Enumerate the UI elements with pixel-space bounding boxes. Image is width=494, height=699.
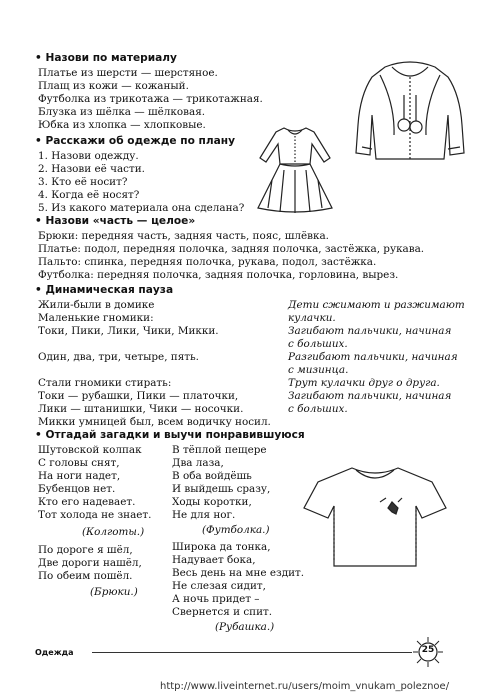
instruction-line: Загибают пальчики, начиная: [288, 325, 452, 337]
pause-line: Стали гномики стирать:: [38, 377, 172, 389]
riddle-line: И выйдешь сразу,: [172, 483, 271, 495]
instruction-line: с больших.: [288, 403, 348, 415]
pause-verse: [38, 299, 271, 429]
instruction-line: Дети сжимают и разжимают: [288, 299, 465, 311]
material-line: Юбка из хлопка — хлопковые.: [38, 119, 206, 131]
riddle-4-answer: (Рубашка.): [215, 621, 275, 633]
riddle-line: Шутовской колпак: [38, 444, 142, 456]
page-number: 25: [421, 645, 435, 655]
parts-list: [38, 230, 424, 282]
instruction-line: Разгибают пальчики, начиная: [288, 351, 458, 363]
material-line: Платье из шерсти — шерстяное.: [38, 67, 218, 79]
riddle-line: Две дороги нашёл,: [38, 557, 142, 569]
pause-line: Токи, Пики, Лики, Чики, Микки.: [38, 325, 219, 337]
material-line: Блузка из шёлка — шёлковая.: [38, 106, 206, 118]
riddle-line: С головы снят,: [38, 457, 120, 469]
dress-drawing: [250, 120, 340, 215]
section-title-parts: • Назови «часть — целое»: [35, 215, 196, 227]
section-title-material: • Назови по материалу: [35, 52, 177, 64]
tshirt-drawing: [300, 462, 450, 570]
riddle-line: В оба войдёшь: [172, 470, 252, 482]
coat-drawing: [350, 55, 470, 167]
plan-line: 3. Кто её носит?: [38, 176, 128, 188]
plan-line: 5. Из какого материала она сделана?: [38, 202, 245, 214]
plan-line: 4. Когда её носят?: [38, 189, 140, 201]
pause-line: [38, 338, 271, 351]
riddle-line: Весь день на мне ездит.: [172, 567, 305, 579]
instruction-line: с больших.: [288, 338, 348, 350]
instruction-line: с мизинца.: [288, 364, 349, 376]
footer-rule: [92, 652, 412, 653]
pause-line: Токи — рубашки, Пики — платочки,: [38, 390, 239, 402]
pause-line: [38, 364, 271, 377]
riddle-line: Кто его надевает.: [38, 496, 136, 508]
parts-line: Пальто: спинка, передняя полочка, рукава, подол, застёжка.: [38, 256, 377, 268]
material-line: Плащ из кожи — кожаный.: [38, 80, 189, 92]
section-title-pause: • Динамическая пауза: [35, 284, 174, 296]
riddle-3-answer: (Футболка.): [202, 524, 270, 536]
material-list: [38, 67, 263, 132]
parts-line: Футболка: передняя полочка, задняя полочка, горловина, вырез.: [38, 269, 399, 281]
riddle-line: По обеим пошёл.: [38, 570, 133, 582]
plan-line: 1. Назови одежду.: [38, 150, 139, 162]
riddle-4: [172, 541, 304, 619]
instruction-line: Трут кулачки друг о друга.: [288, 377, 440, 389]
riddle-line: А ночь придет –: [172, 593, 260, 605]
riddle-line: Бубенцов нет.: [38, 483, 116, 495]
riddle-2: [38, 544, 142, 583]
pause-instructions: [288, 299, 465, 416]
riddle-line: Не слезая сидит,: [172, 580, 266, 592]
riddle-3: [172, 444, 270, 522]
plan-line: 2. Назови её части.: [38, 163, 145, 175]
riddle-line: Два лаза,: [172, 457, 224, 469]
parts-line: Платье: подол, передняя полочка, задняя полочка, застёжка, рукава.: [38, 243, 425, 255]
riddle-1-answer: (Колготы.): [82, 526, 145, 538]
instruction-line: Загибают пальчики, начиная: [288, 390, 452, 402]
footer-section-name: Одежда: [35, 648, 74, 657]
pause-line: Жили-были в домике: [38, 299, 155, 311]
parts-line: Брюки: передняя часть, задняя часть, пояс, шлёвка.: [38, 230, 329, 242]
pause-line: Микки умницей был, всем водичку носил.: [38, 416, 271, 428]
riddle-line: На ноги надет,: [38, 470, 121, 482]
riddle-line: Ходы коротки,: [172, 496, 252, 508]
instruction-line: кулачки.: [288, 312, 336, 324]
riddle-line: По дороге я шёл,: [38, 544, 133, 556]
riddle-line: Не для ног.: [172, 509, 236, 521]
riddle-line: В тёплой пещере: [172, 444, 267, 456]
riddle-line: Тот холода не знает.: [38, 509, 152, 521]
riddle-1: [38, 444, 151, 522]
pause-line: Маленькие гномики:: [38, 312, 154, 324]
riddle-line: Широка да тонка,: [172, 541, 271, 553]
riddle-line: Надувает бока,: [172, 554, 256, 566]
plan-list: [38, 150, 244, 215]
source-url: http://www.liveinternet.ru/users/moim_vnukam_poleznoe/: [160, 681, 450, 692]
riddle-2-answer: (Брюки.): [90, 586, 138, 598]
riddle-line: Свернется и спит.: [172, 606, 273, 618]
section-title-plan: • Расскажи об одежде по плану: [35, 135, 236, 147]
section-title-riddles: • Отгадай загадки и выучи понравившуюся: [35, 429, 305, 441]
pause-line: Лики — штанишки, Чики — носочки.: [38, 403, 244, 415]
material-line: Футболка из трикотажа — трикотажная.: [38, 93, 263, 105]
pause-line: Один, два, три, четыре, пять.: [38, 351, 199, 363]
